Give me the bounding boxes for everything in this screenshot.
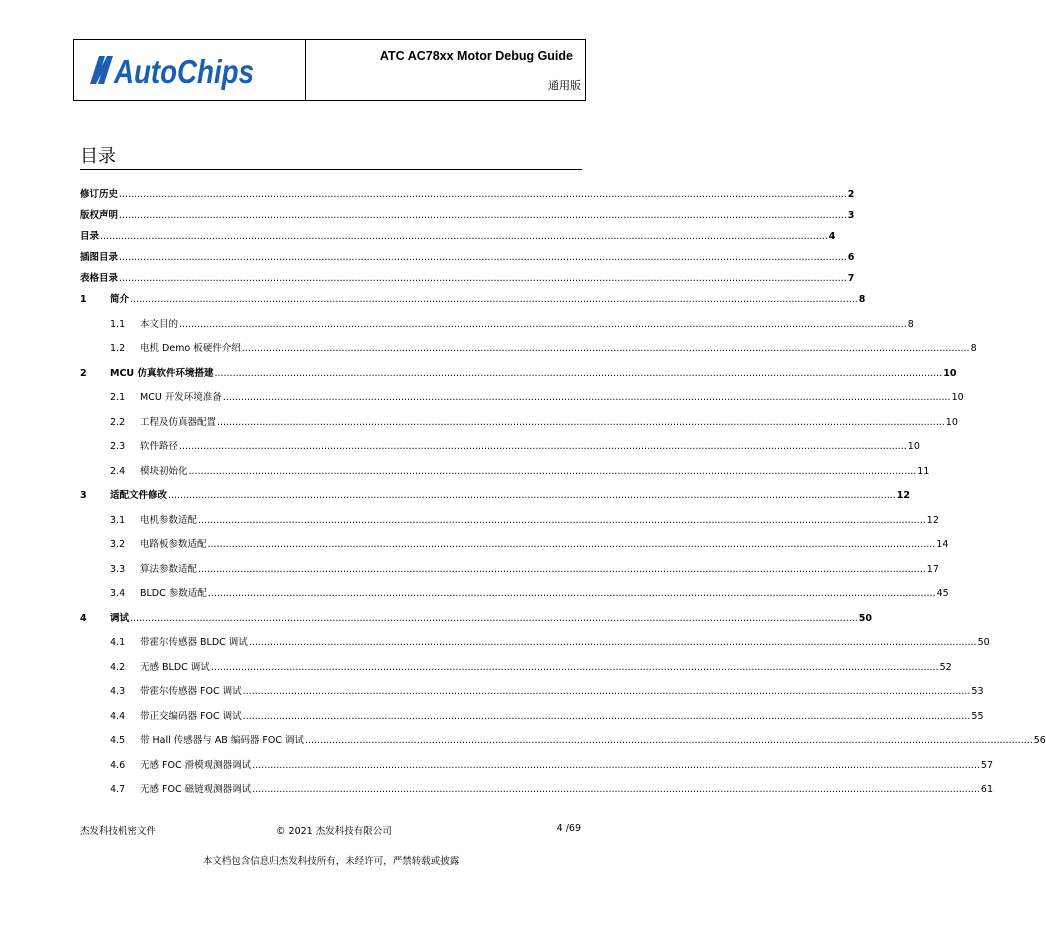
toc-entry-page: 8 <box>907 318 914 330</box>
toc-entry-page: 12 <box>896 490 911 501</box>
toc-subentry[interactable] <box>80 561 939 586</box>
toc-entry[interactable] <box>80 270 855 291</box>
toc-entry-title: 目录 <box>80 231 100 242</box>
toc-dot-leader <box>214 368 942 379</box>
toc-entry-number: 3 <box>80 490 87 501</box>
toc-entry[interactable] <box>80 365 957 390</box>
toc-entry-number: 3.2 <box>110 539 126 550</box>
title-cell <box>306 40 585 100</box>
toc-dot-leader <box>243 686 971 697</box>
toc-entry-title: 表格目录 <box>80 273 119 284</box>
toc-subentry[interactable] <box>80 732 1046 757</box>
toc-entry-number: 1 <box>80 294 87 305</box>
toc-entry-number: 4.4 <box>110 710 126 722</box>
toc-subentry[interactable] <box>80 781 993 806</box>
toc-dot-leader <box>119 273 847 284</box>
toc-entry-title: 适配文件修改 <box>110 490 168 501</box>
toc-subentry[interactable] <box>80 316 914 341</box>
toc-entry-number: 3.4 <box>110 588 126 599</box>
toc-entry[interactable] <box>80 610 873 635</box>
toc-entry-number: 4.1 <box>110 637 126 648</box>
toc-dot-leader <box>242 343 970 354</box>
toc-dot-leader <box>130 613 858 624</box>
document-edition: 通用版 <box>548 79 581 92</box>
toc-entry-page: 61 <box>980 784 993 795</box>
toc-entry-number: 3.1 <box>110 514 126 526</box>
toc-entry-page: 10 <box>951 392 964 403</box>
toc-entry-number: 4.5 <box>110 735 126 746</box>
toc-entry-page: 55 <box>971 710 984 722</box>
toc-entry-page: 14 <box>936 539 949 550</box>
toc-entry-page: 50 <box>977 637 990 648</box>
toc-dot-leader <box>223 392 951 403</box>
footer-copyright: © 2021 杰发科技有限公司 <box>276 826 392 837</box>
toc-entry[interactable] <box>80 228 836 249</box>
toc-subentry[interactable] <box>80 512 939 537</box>
toc-entry-page: 56 <box>1033 735 1046 746</box>
toc-subentry[interactable] <box>80 757 993 782</box>
toc-entry[interactable] <box>80 291 866 316</box>
toc-entry-title: 带正交编码器 FOC 调试 <box>140 710 242 722</box>
toc-subentry[interactable] <box>80 438 920 463</box>
toc-entry-page: 57 <box>980 759 993 771</box>
autochips-logo <box>88 50 258 90</box>
toc-entry-page: 4 <box>828 231 836 242</box>
toc-dot-leader <box>189 466 917 477</box>
toc-subentry[interactable] <box>80 340 977 365</box>
toc-entry-number: 2.4 <box>110 465 126 477</box>
toc-entry-number: 2.2 <box>110 416 126 428</box>
toc-dot-leader <box>305 735 1033 746</box>
toc-entry-page: 17 <box>926 563 939 575</box>
toc-dot-leader <box>179 319 907 330</box>
toc-entry-number: 4.6 <box>110 759 126 771</box>
toc-entry-page: 52 <box>939 661 952 673</box>
toc-entry-page: 3 <box>847 210 855 221</box>
toc-entry-page: 7 <box>847 273 855 284</box>
toc-entry-title: 电机参数适配 <box>140 514 198 526</box>
toc-subentry[interactable] <box>80 463 930 488</box>
logo-text: AutoChips <box>113 53 254 90</box>
document-title: ATC AC78xx Motor Debug Guide <box>379 49 573 63</box>
toc-dot-leader <box>119 189 847 200</box>
toc-entry-page: 6 <box>847 252 855 263</box>
toc-entry[interactable] <box>80 249 855 270</box>
toc-entry-title: 调试 <box>110 612 130 624</box>
toc-entry-title: 简介 <box>110 294 130 305</box>
toc-subentry[interactable] <box>80 659 952 684</box>
footer-confidential: 杰发科技机密文件 <box>80 826 157 837</box>
toc-dot-leader <box>168 490 896 501</box>
toc-dot-leader <box>130 294 858 305</box>
toc-entry-title: MCU 仿真软件环境搭建 <box>110 367 214 379</box>
toc-entry-number: 2.3 <box>110 441 126 452</box>
toc-entry-title: 算法参数适配 <box>140 563 198 575</box>
toc-entry-title: 工程及仿真器配置 <box>140 416 217 428</box>
toc-dot-leader <box>243 711 971 722</box>
toc-entry-page: 10 <box>943 367 957 379</box>
table-of-contents <box>80 186 1046 806</box>
toc-entry-page: 2 <box>847 189 855 200</box>
toc-entry[interactable] <box>80 487 911 512</box>
toc-subentry[interactable] <box>80 414 958 439</box>
toc-dot-leader <box>208 588 936 599</box>
toc-dot-leader <box>217 417 945 428</box>
toc-entry-page: 53 <box>971 686 984 697</box>
toc-dot-leader <box>119 252 847 263</box>
toc-subentry[interactable] <box>80 634 990 659</box>
toc-entry-page: 12 <box>926 514 939 526</box>
toc-subentry[interactable] <box>80 585 949 610</box>
toc-dot-leader <box>211 662 939 673</box>
toc-entry-page: 11 <box>917 465 930 477</box>
toc-entry[interactable] <box>80 207 855 228</box>
toc-entry-page: 10 <box>907 441 920 452</box>
page-header <box>73 39 586 101</box>
toc-entry-page: 8 <box>858 294 866 305</box>
toc-entry-title: 插图目录 <box>80 252 119 263</box>
toc-heading: 目录 <box>80 146 116 167</box>
footer-page-number: 4 /69 <box>556 823 581 834</box>
toc-entry-number: 4 <box>80 612 87 624</box>
toc-entry-title: 修订历史 <box>80 189 119 200</box>
toc-entry-title: 带霍尔传感器 BLDC 调试 <box>140 637 248 648</box>
toc-entry-title: 电路板参数适配 <box>140 539 207 550</box>
toc-entry-number: 4.3 <box>110 686 126 697</box>
toc-subentry[interactable] <box>80 389 964 414</box>
toc-dot-leader <box>119 210 847 221</box>
toc-entry-title: 模块初始化 <box>140 465 188 477</box>
toc-entry-page: 8 <box>970 343 977 354</box>
logo-cell <box>74 40 306 100</box>
toc-entry-page: 45 <box>936 588 949 599</box>
toc-dot-leader <box>252 784 980 795</box>
toc-entry-title: 无感 FOC 滑模观测器调试 <box>140 759 252 771</box>
toc-entry-number: 4.7 <box>110 784 126 795</box>
toc-entry-title: 电机 Demo 板硬件介绍 <box>140 343 241 354</box>
toc-entry-title: 带霍尔传感器 FOC 调试 <box>140 686 242 697</box>
toc-entry-number: 2.1 <box>110 392 126 403</box>
toc-entry-number: 1.1 <box>110 318 126 330</box>
toc-dot-leader <box>252 760 980 771</box>
toc-entry[interactable] <box>80 186 855 207</box>
toc-entry-number: 3.3 <box>110 563 126 575</box>
toc-subentry[interactable] <box>80 536 949 561</box>
heading-rule <box>80 169 582 170</box>
toc-subentry[interactable] <box>80 708 984 733</box>
confidentiality-notice: 本文档包含信息归杰发科技所有，未经许可，严禁转载或披露 <box>202 856 460 867</box>
toc-entry-title: MCU 开发环境准备 <box>140 392 222 403</box>
toc-entry-number: 4.2 <box>110 661 126 673</box>
toc-entry-title: 本文目的 <box>140 318 179 330</box>
toc-entry-page: 10 <box>945 416 958 428</box>
toc-dot-leader <box>208 539 936 550</box>
toc-entry-title: 版权声明 <box>80 210 119 221</box>
toc-dot-leader <box>198 515 926 526</box>
toc-entry-title: 软件路径 <box>140 441 179 452</box>
toc-entry-title: BLDC 参数适配 <box>140 588 207 599</box>
toc-subentry[interactable] <box>80 683 984 708</box>
toc-entry-number: 2 <box>80 367 87 379</box>
toc-entry-title: 无感 BLDC 调试 <box>140 661 210 673</box>
toc-entry-page: 50 <box>858 612 873 624</box>
toc-dot-leader <box>249 637 977 648</box>
toc-dot-leader <box>179 441 907 452</box>
toc-dot-leader <box>100 231 828 242</box>
toc-entry-number: 1.2 <box>110 343 126 354</box>
toc-dot-leader <box>198 564 926 575</box>
toc-entry-title: 带 Hall 传感器与 AB 编码器 FOC 调试 <box>140 735 304 746</box>
toc-entry-title: 无感 FOC 磁链观测器调试 <box>140 784 252 795</box>
